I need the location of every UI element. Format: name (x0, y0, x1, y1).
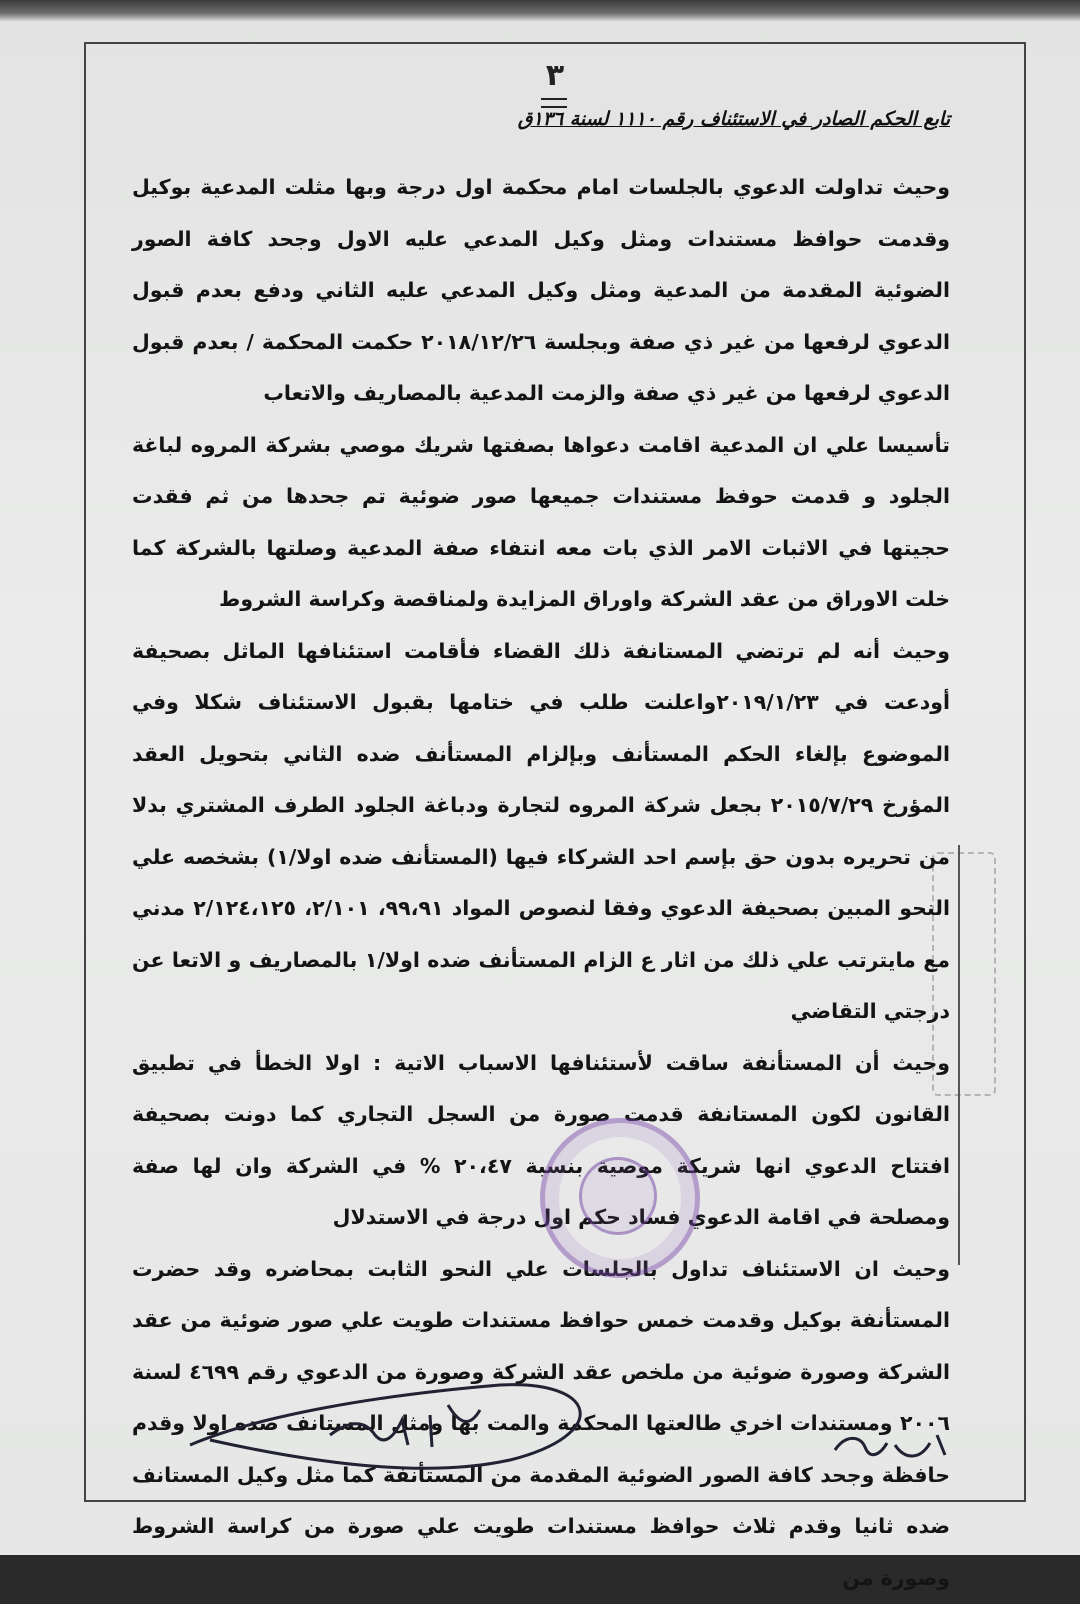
scan-shadow (0, 0, 1080, 22)
paragraph: وحيث أن المستأنفة ساقت لأستئنافها الاسباب الاتية : اولا الخطأ في تطبيق القانون لكون المستانفة قدمت صورة من السجل التجاري كما دونت بصحيفة افتتاح الدعوي انها شريكة موصية بنسبة ٢٠،٤٧ % في الشركة وان لها صفة ومصلحة في اقامة الدعوي فساد حكم اول درجة في الاستدلال (132, 1038, 950, 1244)
paragraph: وحيث ان الاستئناف تداول بالجلسات علي النحو الثابت بمحاضره وقد حضرت المستأنفة بوكيل وقدمت خمس حوافظ مستندات طويت علي صور ضوئية من عقد الشركة وصورة ضوئية من ملخص عقد الشركة وصورة من الدعوي رقم ٤٦٩٩ لسنة ٢٠٠٦ ومستندات اخري طالعتها المحكمة والمت بها ومثل المستانف ضده اولا وقدم حافظة وجحد كافة الصور الضوئية المقدمة من المستأنفة كما مثل وكيل المستانف ضده ثانيا وقدم ثلاث حوافظ مستندات طويت علي صورة من كراسة الشروط وصورة من (132, 1244, 950, 1604)
document-header: تابع الحكم الصادر في الاستئناف رقم ١١١٠ لسنة ١٣٦ق (430, 108, 950, 130)
paragraph: تأسيسا علي ان المدعية اقامت دعواها بصفتها شريك موصي بشركة المروه لباغة الجلود و قدمت حوفظ مستندات جميعها صور ضوئية تم جحدها من ثم فقدت حجيتها في الاثبات الامر الذي بات معه انتفاء صفة المدعية وصلتها بالشركة كما خلت الاوراق من عقد الشركة واوراق المزايدة ولمناقصة وكراسة الشروط (132, 420, 950, 626)
signature-initials (825, 1415, 965, 1475)
page-number-underline (541, 98, 567, 108)
page-number: ٣ (520, 58, 590, 93)
paragraph: وحيث أنه لم ترتضي المستانفة ذلك القضاء فأقامت استئنافها الماثل بصحيفة أودعت في ٢٠١٩/١/٢٣واعلنت طلب في ختامها بقبول الاستئناف شكلا وفي الموضوع بإلغاء الحكم المستأنف وبإلزام المستأنف ضده الثاني بتحويل العقد المؤرخ ٢٠١٥/٧/٢٩ بجعل شركة المروه لتجارة ودباغة الجلود الطرف المشتري بدلا من تحريره بدون حق بإسم احد الشركاء فيها (المستأنف ضده اولا/١) بشخصه علي النحو المبين بصحيفة الدعوي وفقا لنصوص المواد ٩٩،٩١، ٢/١٠١، ٢/١٢٤،١٢٥ مدني مع مايترتب علي ذلك من اثار ع الزام المستأنف ضده اولا/١ بالمصاريف و الاتعا عن درجتي التقاضي (132, 626, 950, 1038)
signature-main (180, 1365, 610, 1475)
paragraph: وحيث تداولت الدعوي بالجلسات امام محكمة اول درجة وبها مثلت المدعية بوكيل وقدمت حوافظ مستندات ومثل وكيل المدعي عليه الاول وجحد كافة الصور الضوئية المقدمة من المدعية ومثل وكيل المدعي عليه الثاني ودفع بعدم قبول الدعوي لرفعها من غير ذي صفة وبجلسة ٢٠١٨/١٢/٢٦ حكمت المحكمة / بعدم قبول الدعوي لرفعها من غير ذي صفة والزمت المدعية بالمصاريف والاتعاب (132, 162, 950, 420)
stamp-emblem-icon (579, 1157, 657, 1235)
official-stamp (540, 1118, 700, 1278)
